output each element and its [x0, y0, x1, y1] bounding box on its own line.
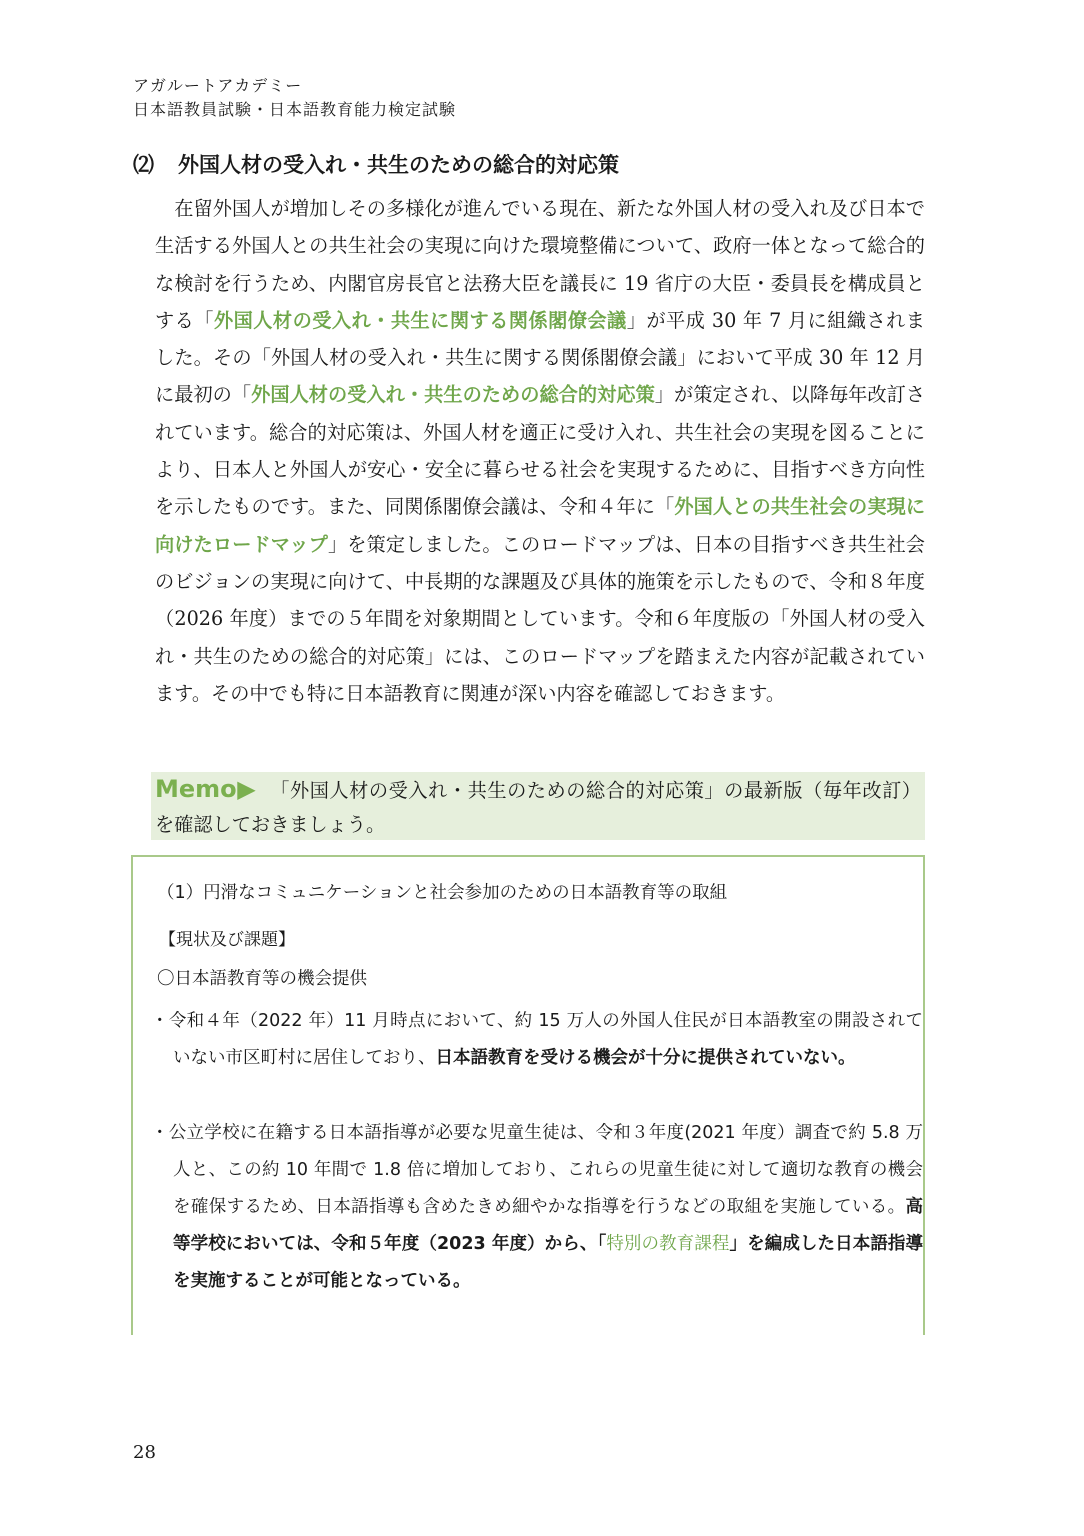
bullet-2-emphasis-1: 高等学校においては、令和５年度（2023 年度）から、「 [173, 1197, 923, 1254]
bullet-1-emphasis: 日本語教育を受ける機会が十分に提供されていない。 [435, 1048, 856, 1068]
section-title-text: 外国人材の受入れ・共生のための総合的対応策 [178, 153, 619, 177]
section-title [133, 150, 619, 180]
body-text-1: 在留外国人が増加しその多様化が進んでいる現在、新たな外国人材の受入れ及び日本で生活する外国人との共生社会の実現に向けた環境整備について、政府一体となって総合的な検討を行うため、内閣官房長官と法務大臣を議長に 19 省庁の大臣・委員長を構成員とする「 [155, 197, 925, 332]
section-number: ⑵ [133, 153, 154, 177]
body-paragraph [155, 190, 925, 712]
memo-content [155, 772, 921, 842]
bullet-2-green-term: 特別の教育課程 [606, 1234, 730, 1254]
box-subheading: 【現状及び課題】 [159, 930, 295, 950]
page-number: 28 [133, 1442, 156, 1463]
page-header [133, 74, 456, 122]
memo-label: Memo▶ [155, 775, 257, 803]
highlight-term-2: 外国人材の受入れ・共生のための総合的対応策 [251, 383, 655, 407]
highlight-term-3: 外国人との共生社会の実現に向けたロードマップ [155, 495, 926, 556]
excerpt-box [131, 855, 925, 1335]
body-text-3: 」が策定され、以降毎年改訂されています。総合的対応策は、外国人材を適正に受け入れ、共生社会の実現を図ることにより、日本人と外国人が安心・安全に暮らせる社会を実現するために、目指すべき方向性を示したものです。また、同関係閣僚会議は、令和４年に「 [155, 383, 926, 519]
body-text-4: 」を策定しました。このロードマップは、日本の目指すべき共生社会のビジョンの実現に向けて、中長期的な課題及び具体的施策を示したもので、令和８年度（2026 年度）までの５年間を対象期間としています。令和６年度版の「外国人材の受入れ・共生のための総合的対応策」には、このロードマップを踏まえた内容が記載されています。その中でも特に日本語教育に関連が深い内容を確認しておきます。 [155, 532, 925, 705]
memo-text: 「外国人材の受入れ・共生のための総合的対応策」の最新版（毎年改訂）を確認しておきましょう。 [155, 779, 921, 836]
header-subtitle: 日本語教員試験・日本語教育能力検定試験 [133, 100, 457, 119]
box-item-title: 〇日本語教育等の機会提供 [157, 969, 367, 989]
header-brand: アガルートアカデミー [133, 76, 303, 95]
body-text-2: 」が平成 30 年 7 月に組織されました。その「外国人材の受入れ・共生に関する関係閣僚会議」において平成 30 年 12 月に最初の「 [155, 308, 925, 407]
box-heading: （1）円滑なコミュニケーションと社会参加のための日本語教育等の取組 [157, 883, 728, 903]
box-bullet-2 [151, 1115, 923, 1300]
highlight-term-1: 外国人材の受入れ・共生に関する関係閣僚会議 [213, 308, 627, 332]
bullet-1-text: ・令和４年（2022 年）11 月時点において、約 15 万人の外国人住民が日本語教室の開設されていない市区町村に居住しており、 [151, 1011, 923, 1068]
memo-box [151, 772, 925, 840]
box-bullet-1 [151, 1003, 923, 1077]
bullet-2-text: ・公立学校に在籍する日本語指導が必要な児童生徒は、令和３年度(2021 年度）調査で約 5.8 万人と、この約 10 年間で 1.8 倍に増加しており、これらの児童生徒に対して適切な教育の機会を確保するため、日本語指導も含めたきめ細やかな指導を行うなどの取組を実施している。 [151, 1123, 923, 1217]
bullet-2-emphasis-2: 」を編成した日本語指導を実施することが可能となっている。 [173, 1234, 924, 1291]
